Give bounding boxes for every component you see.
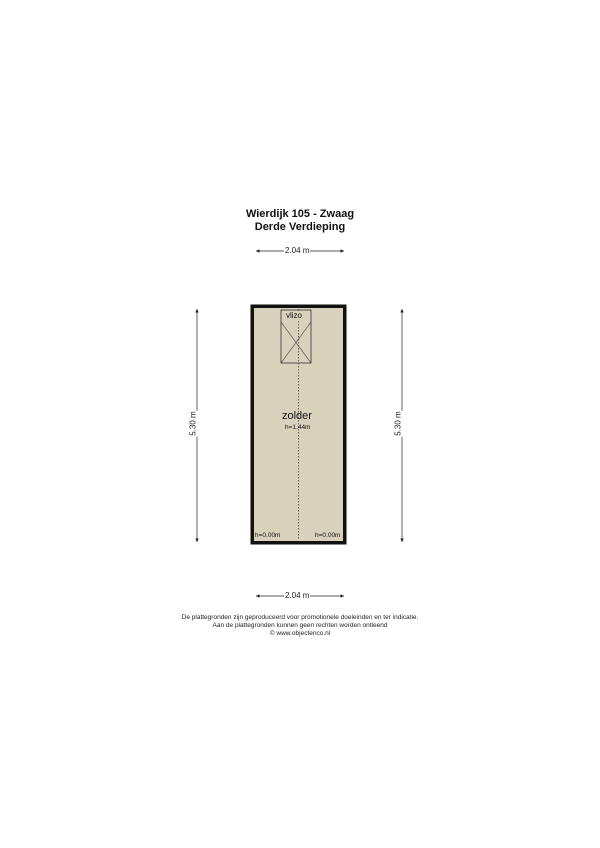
dimension-label-right: 5.30 m xyxy=(393,411,403,436)
corner-height-left: h=0.00m xyxy=(255,532,281,539)
dimension-label-bottom: 2.04 m xyxy=(285,591,310,600)
copyright-line: © www.objectenco.nl xyxy=(269,630,331,637)
plan-address-title: Wierdijk 105 - Zwaag xyxy=(245,208,355,220)
disclaimer-line-2: Aan de plattegronden kunnen geen rechten worden ontleend xyxy=(212,622,388,629)
room-name: zolder xyxy=(282,410,312,422)
plan-floor-title: Derde Verdieping xyxy=(254,221,346,233)
corner-height-right: h=0.00m xyxy=(315,532,341,539)
room-height: h=1.44m xyxy=(285,424,311,431)
dimension-label-left: 5.30 m xyxy=(188,411,198,436)
dimension-label-top: 2.04 m xyxy=(285,246,310,255)
disclaimer-line-1: De plattegronden zijn geproduceerd voor promotionele doeleinden en ter indicatie. xyxy=(181,614,419,621)
hatch-label: vlizo xyxy=(286,311,303,320)
